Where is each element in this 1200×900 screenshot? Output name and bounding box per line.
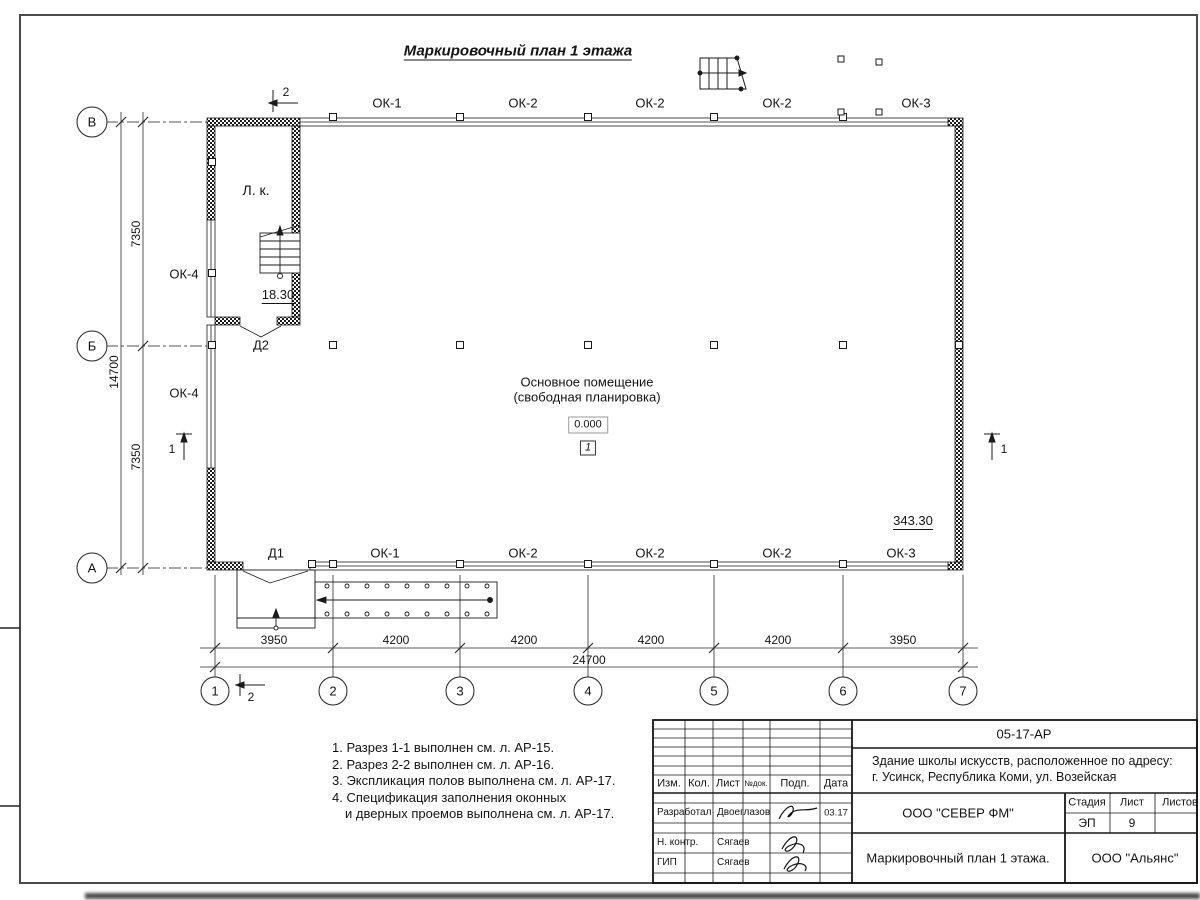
dim-h-1: 3950 (260, 633, 288, 647)
dim-v-total: 14700 (107, 355, 121, 389)
doc-number: 05-17-АР (996, 726, 1052, 742)
role-gip: ГИП (657, 857, 677, 868)
stage-value: ЭП (1078, 816, 1096, 830)
role-ncontrol: Н. контр. (657, 837, 699, 848)
section-mark-2-bottom: 2 (247, 690, 255, 704)
dim-h-4: 4200 (637, 633, 665, 647)
door-label-d2: Д2 (252, 337, 270, 353)
porch (237, 570, 315, 630)
axis-row-v: В (77, 107, 108, 138)
section-mark-1-right: 1 (1000, 442, 1008, 456)
object-address-line1: Здание школы искусств, расположенное по адресу: (872, 754, 1173, 768)
door-label-d1: Д1 (267, 545, 285, 561)
col-header-podp: Подп. (780, 777, 810, 790)
design-company: ООО "СЕВЕР ФМ" (902, 805, 1014, 821)
date-developed: 03.17 (824, 807, 848, 819)
sheet-label: Лист (1120, 796, 1144, 809)
stair-room-label: Л. к. (242, 182, 270, 198)
dim-h-3: 4200 (510, 633, 538, 647)
name-developed: Двоеглазов (717, 807, 771, 818)
dim-h-5: 4200 (764, 633, 792, 647)
dim-h-6: 3950 (889, 633, 917, 647)
signatures (779, 806, 817, 871)
note-line: 4. Спецификация заполнения оконных (332, 789, 567, 805)
axis-col-5: 5 (700, 677, 729, 706)
drawing-title: Маркировочный план 1 этажа (403, 42, 633, 60)
contractor-company: ООО "Альянс" (1091, 850, 1179, 866)
main-room-subname: (свободная планировка) (513, 389, 661, 405)
col-header-list: Лист (716, 777, 740, 790)
window-label-top-ok1: ОК-1 (372, 95, 402, 111)
sheets-label: Листов (1162, 796, 1198, 809)
stage-label: Стадия (1068, 796, 1106, 809)
axis-col-4: 4 (574, 677, 603, 706)
window-label-bottom-ok3: ОК-3 (886, 545, 916, 561)
drawing-notes (332, 740, 616, 823)
window-label-left-ok4-upper: ОК-4 (169, 266, 199, 282)
note-line: 2. Разрез 2-2 выполнен см. л. АР-16. (332, 756, 555, 772)
area-mark: 343.30 (893, 513, 933, 528)
main-room-name: Основное помещение (520, 374, 654, 390)
axis-row-b: Б (77, 331, 108, 362)
axis-col-3: 3 (446, 677, 475, 706)
window-label-bottom-ok1: ОК-1 (370, 545, 400, 561)
window-label-bottom-ok2a: ОК-2 (508, 545, 538, 561)
columns (209, 56, 963, 568)
dim-v-2: 7350 (129, 443, 143, 471)
axis-col-1: 1 (201, 677, 230, 706)
window-label-top-ok3: ОК-3 (901, 95, 931, 111)
dim-h-2: 4200 (382, 633, 410, 647)
name-ncontrol: Сягаев (717, 837, 750, 848)
note-line: и дверных проемов выполнена см. л. АР-17. (345, 806, 615, 821)
axis-row-a: А (77, 553, 108, 584)
ramp (315, 582, 497, 618)
scan-artifact (85, 893, 1200, 899)
object-address-line2: г. Усинск, Республика Коми, ул. Возейская (872, 770, 1117, 784)
window-label-top-ok2b: ОК-2 (635, 95, 665, 111)
col-header-kol: Кол. (688, 777, 710, 790)
note-line: 1. Разрез 1-1 выполнен см. л. АР-15. (332, 740, 555, 755)
axis-col-6: 6 (829, 677, 858, 706)
col-header-ndok: №док. (744, 779, 768, 788)
room-number: 1 (580, 441, 596, 456)
axis-col-2: 2 (319, 677, 348, 706)
doors-linework (240, 326, 308, 583)
role-developed: Разработал (657, 807, 712, 818)
floor-elevation-mark: 0.000 (568, 417, 608, 434)
windows-linework (207, 118, 948, 570)
window-label-bottom-ok2b: ОК-2 (635, 545, 665, 561)
fire-escape-symbol (698, 56, 746, 91)
stairs (260, 225, 300, 279)
stair-elevation-mark: 18.30 (261, 287, 295, 302)
dim-h-total: 24700 (572, 653, 606, 667)
window-label-bottom-ok2c: ОК-2 (762, 545, 792, 561)
name-gip: Сягаев (717, 857, 750, 868)
note-line: 3. Экспликация полов выполнена см. л. АР-17. (332, 773, 616, 788)
axis-col-7: 7 (949, 677, 978, 706)
window-label-top-ok2a: ОК-2 (508, 95, 538, 111)
dim-v-1: 7350 (129, 220, 143, 248)
col-header-data: Дата (823, 777, 849, 790)
sheet-name: Маркировочный план 1 этажа. (866, 850, 1050, 866)
section-mark-1-left: 1 (168, 442, 176, 456)
section-mark-2-top: 2 (282, 85, 290, 99)
col-header-izm: Изм. (657, 777, 681, 790)
sheet-number: 9 (1128, 816, 1136, 830)
window-label-left-ok4-lower: ОК-4 (169, 385, 199, 401)
window-label-top-ok2c: ОК-2 (762, 95, 792, 111)
